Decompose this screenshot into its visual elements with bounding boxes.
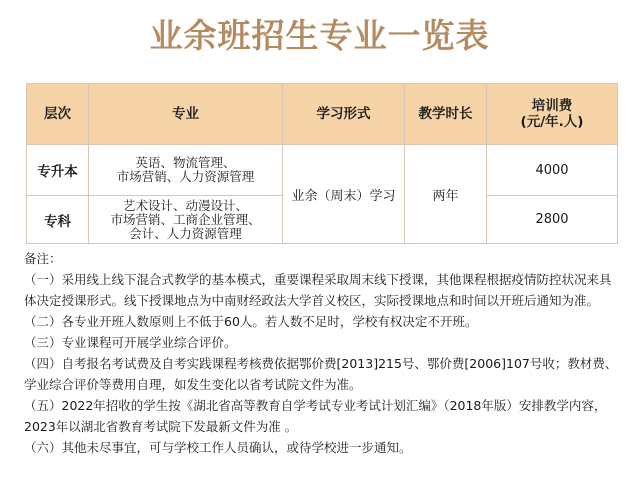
level-cell: 专科 (27, 196, 89, 244)
header-fee (487, 84, 618, 145)
major-line: 市场营销、工商企业管理、 (110, 211, 261, 227)
table-row (27, 145, 618, 196)
notes-heading: 备注： (24, 251, 62, 266)
note-item: （五）2022年招收的学生按《湖北省高等教育自学考试专业考试计划汇编》（2018年版）安排教学内容，2023年以湖北省教育考试院下发最新文件为准 。 (24, 398, 607, 434)
major-line: 会计、人力资源管理 (129, 225, 242, 241)
note-item: （二）各专业开班人数原则上不低于60人。若人数不足时，学校有权决定不开班。 (24, 314, 478, 329)
major-line: 艺术设计、动漫设计、 (122, 197, 248, 213)
majors-cell (89, 145, 283, 196)
note-item: （六）其他未尽事宜，可与学校工作人员确认，或待学校进一步通知。 (24, 440, 412, 455)
note-item: （三）专业课程可开展学业综合评价。 (24, 335, 237, 350)
notes-section (24, 248, 618, 458)
major-line: 英语、物流管理、 (135, 155, 236, 170)
header-study-mode: 学习形式 (283, 84, 405, 145)
header-fee-line1: 培训费 (531, 98, 573, 114)
study-mode-cell: 业余（周末）学习 (283, 145, 405, 244)
majors-cell (89, 196, 283, 244)
header-level: 层次 (27, 84, 89, 145)
duration-cell: 两年 (405, 145, 487, 244)
header-fee-line2: (元/年.人) (520, 114, 584, 130)
header-major: 专业 (89, 84, 283, 145)
note-item: （一）采用线上线下混合式教学的基本模式，重要课程采取周末线下授课，其他课程根据疫情防控状况来具体决定授课形式。线下授课地点为中南财经政法大学首义校区，实际授课地点和时间以开班后通知为准。 (24, 272, 612, 308)
note-item: （四）自考报名考试费及自考实践课程考核费依据鄂价费[2013]215号、鄂价费[2006]107号收；教材费、学业综合评价等费用自理，如发生变化以省考试院文件为准。 (24, 356, 618, 392)
table-header-row (27, 84, 618, 145)
fee-table (26, 83, 618, 244)
major-line: 市场营销、人力资源管理 (116, 169, 255, 184)
fee-cell: 2800 (487, 196, 618, 244)
page-title: 业余班招生专业一览表 (149, 16, 490, 55)
fee-cell: 4000 (487, 145, 618, 196)
header-duration: 教学时长 (405, 84, 487, 145)
level-cell: 专升本 (27, 145, 89, 196)
